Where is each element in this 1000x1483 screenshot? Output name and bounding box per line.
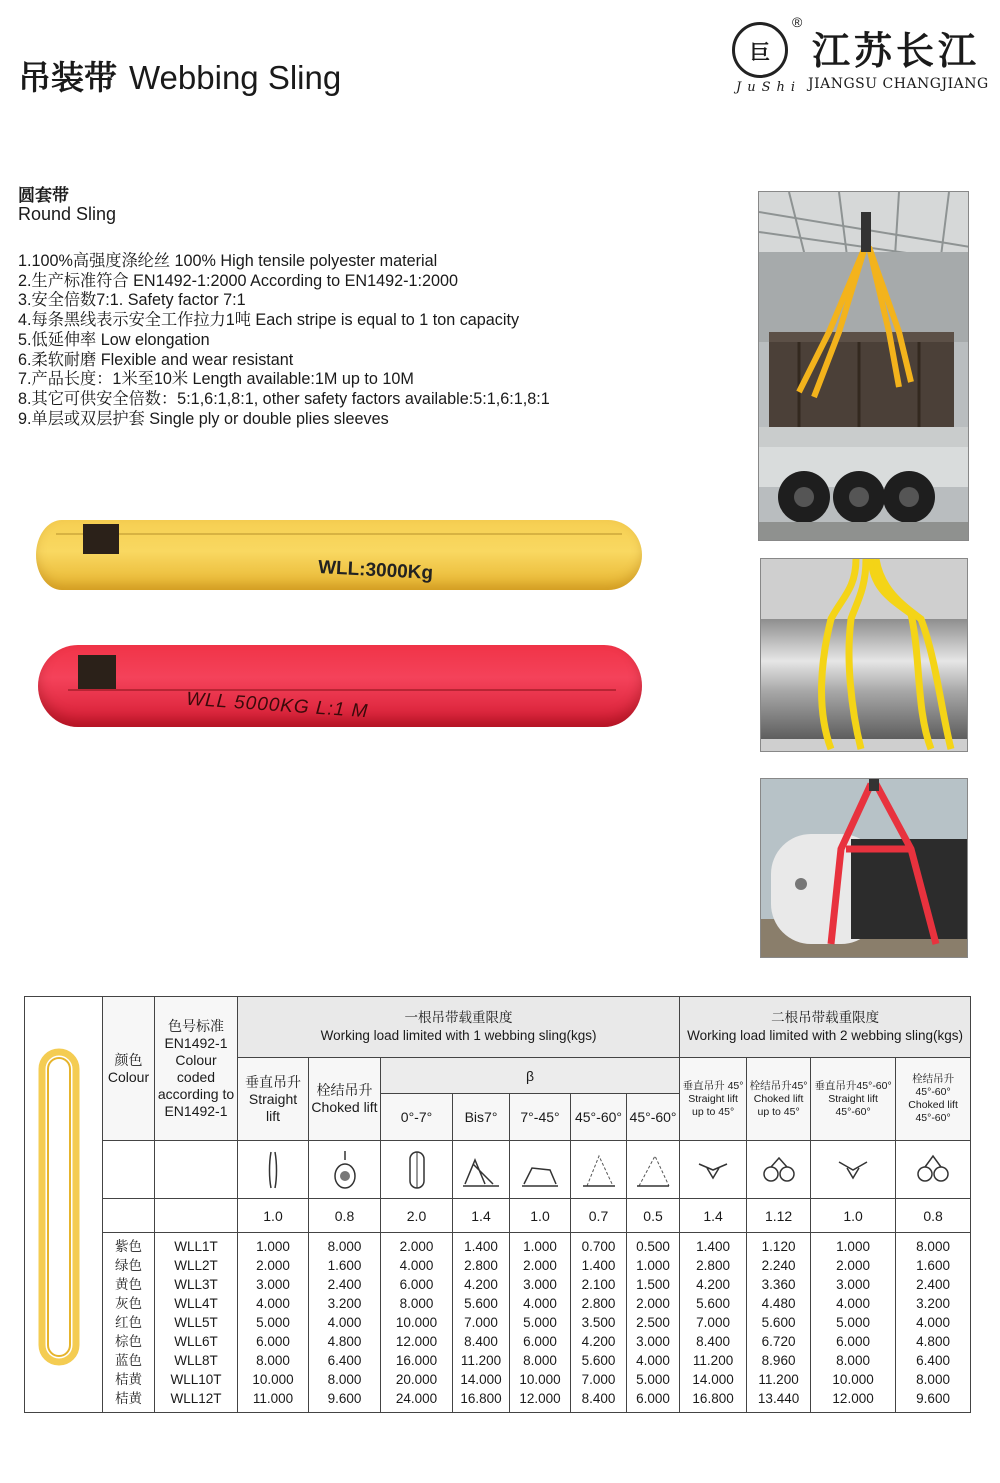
factor-cell: 1.0 [510, 1199, 571, 1233]
straight-lift-header [238, 1058, 309, 1141]
factor-cell: 1.12 [747, 1199, 811, 1233]
factor-cell: 0.8 [896, 1199, 971, 1233]
load-value: 3.000 [523, 1277, 557, 1292]
feature-item: 4.每条黑线表示安全工作拉力1吨 Each stripe is equal to 1 ton capacity [18, 311, 520, 330]
sling-label-patch [78, 655, 116, 689]
load-value: 0.700 [581, 1239, 616, 1254]
angle-header: 0°-7° [381, 1094, 453, 1141]
basket-angle-icon [571, 1141, 627, 1199]
load-value: 6.000 [636, 1391, 670, 1406]
colour-value: 蓝色 [115, 1353, 142, 1368]
load-value: 5.000 [523, 1315, 557, 1330]
sling-stitch [56, 533, 622, 535]
load-value: 16.000 [395, 1353, 438, 1368]
straight-lift-en2: lift [266, 1107, 280, 1124]
load-value: 2.000 [636, 1296, 670, 1311]
load-value: 2.800 [581, 1296, 616, 1311]
code-value: WLL12T [170, 1391, 222, 1406]
colour-value: 紫色 [115, 1239, 142, 1254]
load-value: 12.000 [832, 1391, 874, 1406]
two-col-en1: Choked lift [908, 1099, 958, 1111]
two-col-en2: up to 45° [757, 1105, 800, 1118]
registered-mark: ® [792, 14, 803, 30]
two-leg-straight-icon [680, 1141, 747, 1199]
two-col-en2: 45°-60° [835, 1105, 871, 1118]
load-value: 24.000 [395, 1391, 438, 1406]
feature-list [18, 252, 550, 429]
load-value: 10.000 [252, 1372, 294, 1387]
load-column [747, 1233, 811, 1413]
load-value: 1.600 [327, 1258, 362, 1273]
colour-header-zh: 颜色 [114, 1051, 143, 1068]
load-value: 4.000 [327, 1315, 362, 1330]
load-value: 4.000 [256, 1296, 290, 1311]
logo-arc-text: JuShi [736, 80, 802, 95]
load-value: 6.000 [836, 1334, 870, 1349]
load-value: 8.000 [836, 1353, 870, 1368]
load-limit-table [24, 996, 971, 1413]
two-col-zh: 垂直吊升45°-60° [814, 1079, 892, 1092]
load-value: 2.000 [399, 1239, 434, 1254]
load-value: 6.400 [916, 1353, 950, 1368]
load-value: 6.720 [761, 1334, 796, 1349]
two-leg-choked-icon [747, 1141, 811, 1199]
factor-cell: 0.8 [309, 1199, 381, 1233]
load-value: 8.000 [523, 1353, 557, 1368]
load-value: 10.000 [519, 1372, 561, 1387]
colour-column [103, 1233, 155, 1413]
load-column [680, 1233, 747, 1413]
code-column [155, 1233, 238, 1413]
code-header-std: EN1492-1 [164, 1034, 228, 1051]
angle-header: 7°-45° [510, 1094, 571, 1141]
load-value: 10.000 [395, 1315, 438, 1330]
load-value: 2.800 [696, 1258, 730, 1273]
load-value: 9.600 [916, 1391, 950, 1406]
colour-header-en: Colour [107, 1068, 150, 1085]
load-value: 14.000 [692, 1372, 734, 1387]
load-value: 2.100 [581, 1277, 616, 1292]
load-value: 4.000 [523, 1296, 557, 1311]
load-value: 4.000 [399, 1258, 434, 1273]
load-column [453, 1233, 510, 1413]
feature-item: 6.柔软耐磨 Flexible and wear resistant [18, 350, 294, 369]
load-value: 6.000 [399, 1277, 434, 1292]
code-value: WLL10T [170, 1372, 222, 1387]
load-value: 2.000 [836, 1258, 870, 1273]
load-value: 7.000 [696, 1315, 730, 1330]
load-value: 4.800 [916, 1334, 950, 1349]
load-column [238, 1233, 309, 1413]
load-value: 11.200 [692, 1353, 734, 1368]
feature-item: 3.安全倍数7:1. Safety factor 7:1 [18, 291, 246, 310]
load-value: 3.000 [836, 1277, 870, 1292]
yellow-round-sling-image [36, 520, 642, 590]
code-value: WLL5T [174, 1315, 218, 1330]
code-value: WLL6T [174, 1334, 218, 1349]
section-title-en: Round Sling [18, 204, 117, 224]
angle-header: 45°-60° [571, 1094, 627, 1141]
one-sling-header-zh: 一根吊带载重限度 [404, 1010, 513, 1025]
two-choked-45-header [747, 1058, 811, 1141]
page-title [18, 58, 341, 98]
choked-lift-icon [309, 1141, 381, 1199]
two-sling-header-zh: 二根吊带载重限度 [771, 1010, 880, 1025]
logo-english-name: JIANGSU CHANGJIANG [808, 76, 989, 92]
empty-cell [155, 1199, 238, 1233]
load-value: 11.200 [460, 1353, 502, 1368]
load-column [811, 1233, 896, 1413]
load-value: 1.000 [256, 1239, 290, 1254]
load-value: 4.000 [836, 1296, 870, 1311]
load-value: 5.000 [836, 1315, 870, 1330]
feature-item: 5.低延伸率 Low elongation [18, 330, 210, 349]
two-col-zh: 垂直吊升 45° [682, 1079, 744, 1092]
load-value: 1.000 [523, 1239, 557, 1254]
colour-value: 灰色 [115, 1296, 142, 1311]
load-value: 10.000 [832, 1372, 874, 1387]
load-value: 3.200 [916, 1296, 950, 1311]
sling-stitch [68, 689, 616, 691]
two-sling-group-header [680, 997, 971, 1058]
straight-lift-icon [238, 1141, 309, 1199]
load-value: 14.000 [460, 1372, 502, 1387]
code-header-en3: according to [157, 1085, 235, 1102]
feature-item: 7.产品长度：1米至10米 Length available:1M up to 10M [18, 370, 414, 389]
photo-tank-lifting [760, 778, 968, 958]
load-value: 8.000 [916, 1372, 950, 1387]
one-sling-header-en: Working load limited with 1 webbing sling(kgs) [320, 1028, 597, 1043]
two-col-en2: up to 45° [692, 1105, 735, 1118]
load-value: 1.400 [696, 1239, 730, 1254]
load-value: 5.000 [636, 1372, 670, 1387]
colour-value: 桔黄 [115, 1391, 142, 1406]
code-value: WLL2T [174, 1258, 218, 1273]
load-value: 11.200 [758, 1372, 799, 1387]
load-value: 8.400 [696, 1334, 730, 1349]
load-value: 3.360 [761, 1277, 796, 1292]
load-value: 12.000 [519, 1391, 561, 1406]
code-header-en4: EN1492-1 [164, 1102, 228, 1119]
empty-cell [103, 1199, 155, 1233]
colour-value: 红色 [115, 1315, 142, 1330]
choked-lift-header [309, 1058, 381, 1141]
feature-item: 1.100%高强度涤纶丝 100% High tensile polyester material [18, 252, 438, 270]
code-header [155, 997, 238, 1141]
two-col-zh: 栓结吊升45°-60° [912, 1073, 955, 1098]
load-value: 8.400 [581, 1391, 616, 1406]
load-value: 8.400 [464, 1334, 498, 1349]
load-column [381, 1233, 453, 1413]
basket-angle-icon [453, 1141, 510, 1199]
load-value: 3.000 [256, 1277, 290, 1292]
page-title-zh: 吊装带 [18, 58, 117, 97]
factor-cell: 0.7 [571, 1199, 627, 1233]
load-value: 8.000 [327, 1372, 362, 1387]
load-value: 4.480 [761, 1296, 796, 1311]
colour-value: 桔黄 [115, 1372, 142, 1387]
load-value: 1.000 [836, 1239, 870, 1254]
two-choked-45-60-header [896, 1058, 971, 1141]
two-straight-45-header [680, 1058, 747, 1141]
load-value: 8.000 [399, 1296, 434, 1311]
sling-label-patch [83, 524, 119, 554]
red-round-sling-image [38, 645, 642, 727]
brand-logo [732, 14, 992, 104]
feature-item: 9.单层或双层护套 Single ply or double plies sleeves [18, 409, 389, 428]
load-value: 8.000 [256, 1353, 290, 1368]
code-value: WLL8T [174, 1353, 218, 1368]
code-value: WLL4T [174, 1296, 218, 1311]
two-col-en1: Choked lift [753, 1092, 804, 1105]
empty-cell [155, 1141, 238, 1199]
load-column [627, 1233, 680, 1413]
load-value: 4.200 [581, 1334, 616, 1349]
load-value: 2.400 [327, 1277, 362, 1292]
load-value: 16.800 [460, 1391, 502, 1406]
factor-cell: 1.4 [680, 1199, 747, 1233]
two-straight-45-60-header [811, 1058, 896, 1141]
load-value: 20.000 [395, 1372, 438, 1387]
load-value: 4.200 [464, 1277, 498, 1292]
code-value: WLL1T [174, 1239, 218, 1254]
load-value: 0.500 [636, 1239, 670, 1254]
load-value: 6.000 [256, 1334, 290, 1349]
load-value: 4.000 [636, 1353, 670, 1368]
page-title-en: Webbing Sling [129, 59, 342, 96]
two-sling-header-en: Working load limited with 2 webbing sling(kgs) [687, 1028, 964, 1043]
load-value: 2.400 [916, 1277, 950, 1292]
logo-chinese-name: 江苏长江 [812, 28, 981, 73]
angle-header: Bis7° [453, 1094, 510, 1141]
load-value: 5.600 [761, 1315, 796, 1330]
beta-angle-header: β [381, 1058, 680, 1094]
section-title-zh: 圆套带 [18, 186, 69, 205]
load-value: 1.600 [916, 1258, 950, 1273]
load-value: 12.000 [395, 1334, 438, 1349]
photo-truck-lifting [758, 191, 969, 541]
feature-item: 8.其它可供安全倍数：5:1,6:1,8:1, other safety factors available:5:1,6:1,8:1 [18, 389, 550, 408]
factor-cell: 1.4 [453, 1199, 510, 1233]
load-value: 3.000 [636, 1334, 670, 1349]
straight-lift-zh: 垂直吊升 [245, 1073, 301, 1090]
load-value: 1.120 [761, 1239, 796, 1254]
photo-pipe-lifting [760, 558, 968, 752]
load-value: 2.000 [523, 1258, 557, 1273]
colour-value: 绿色 [115, 1258, 142, 1273]
colour-value: 黄色 [115, 1277, 142, 1292]
vertical-basket-icon [381, 1141, 453, 1199]
colour-value: 棕色 [115, 1334, 142, 1349]
load-column [510, 1233, 571, 1413]
factor-cell: 0.5 [627, 1199, 680, 1233]
code-header-zh: 色号标准 [168, 1017, 224, 1034]
factor-cell: 2.0 [381, 1199, 453, 1233]
choked-lift-en: Choked lift [311, 1099, 378, 1115]
load-value: 8.960 [761, 1353, 796, 1368]
yellow-sling-wll-label: WLL:3000Kg [317, 557, 434, 584]
code-value: WLL3T [174, 1277, 218, 1292]
load-value: 2.800 [464, 1258, 498, 1273]
load-value: 16.800 [692, 1391, 734, 1406]
basket-angle-icon [510, 1141, 571, 1199]
angle-header: 45°-60° [627, 1094, 680, 1141]
straight-lift-en1: Straight [248, 1090, 298, 1107]
round-sling-loop-image [25, 997, 103, 1413]
two-col-en1: Straight lift [828, 1092, 878, 1105]
load-value: 5.000 [256, 1315, 290, 1330]
load-value: 1.400 [581, 1258, 616, 1273]
factor-cell: 1.0 [238, 1199, 309, 1233]
load-value: 13.440 [757, 1391, 800, 1406]
load-value: 2.500 [636, 1315, 670, 1330]
load-value: 4.800 [327, 1334, 362, 1349]
load-value: 2.000 [256, 1258, 290, 1273]
load-value: 6.000 [523, 1334, 557, 1349]
choked-lift-zh: 栓结吊升 [316, 1082, 373, 1098]
two-leg-choked-icon [896, 1141, 971, 1199]
load-value: 4.000 [916, 1315, 950, 1330]
load-column [896, 1233, 971, 1413]
load-column [309, 1233, 381, 1413]
load-value: 2.240 [761, 1258, 796, 1273]
load-value: 4.200 [696, 1277, 730, 1292]
logo-mark-icon: 巨 [732, 22, 788, 78]
load-value: 3.200 [327, 1296, 362, 1311]
load-value: 1.500 [636, 1277, 670, 1292]
load-value: 5.600 [464, 1296, 498, 1311]
load-value: 1.000 [636, 1258, 670, 1273]
basket-angle-icon [627, 1141, 680, 1199]
load-value: 11.000 [252, 1391, 294, 1406]
load-value: 3.500 [581, 1315, 616, 1330]
feature-item: 2.生产标准符合 EN1492-1:2000 According to EN1492-1:2000 [18, 271, 459, 290]
two-col-en2: 45°-60° [915, 1112, 951, 1124]
code-header-en2: coded [176, 1068, 216, 1085]
one-sling-group-header [238, 997, 680, 1058]
load-value: 5.600 [581, 1353, 616, 1368]
colour-header [103, 997, 155, 1141]
factor-cell: 1.0 [811, 1199, 896, 1233]
red-sling-wll-label: WLL 5000KG L:1 M [185, 688, 370, 723]
load-value: 7.000 [464, 1315, 498, 1330]
load-value: 1.400 [464, 1239, 498, 1254]
load-value: 5.600 [696, 1296, 730, 1311]
load-value: 8.000 [916, 1239, 950, 1254]
load-column [571, 1233, 627, 1413]
load-value: 7.000 [581, 1372, 616, 1387]
two-leg-straight-icon [811, 1141, 896, 1199]
empty-cell [103, 1141, 155, 1199]
two-col-en1: Straight lift [688, 1092, 738, 1105]
load-value: 6.400 [327, 1353, 362, 1368]
load-value: 8.000 [327, 1239, 362, 1254]
two-col-zh: 栓结吊升45° [749, 1079, 808, 1092]
load-value: 9.600 [327, 1391, 362, 1406]
code-header-en1: Colour [175, 1051, 217, 1068]
